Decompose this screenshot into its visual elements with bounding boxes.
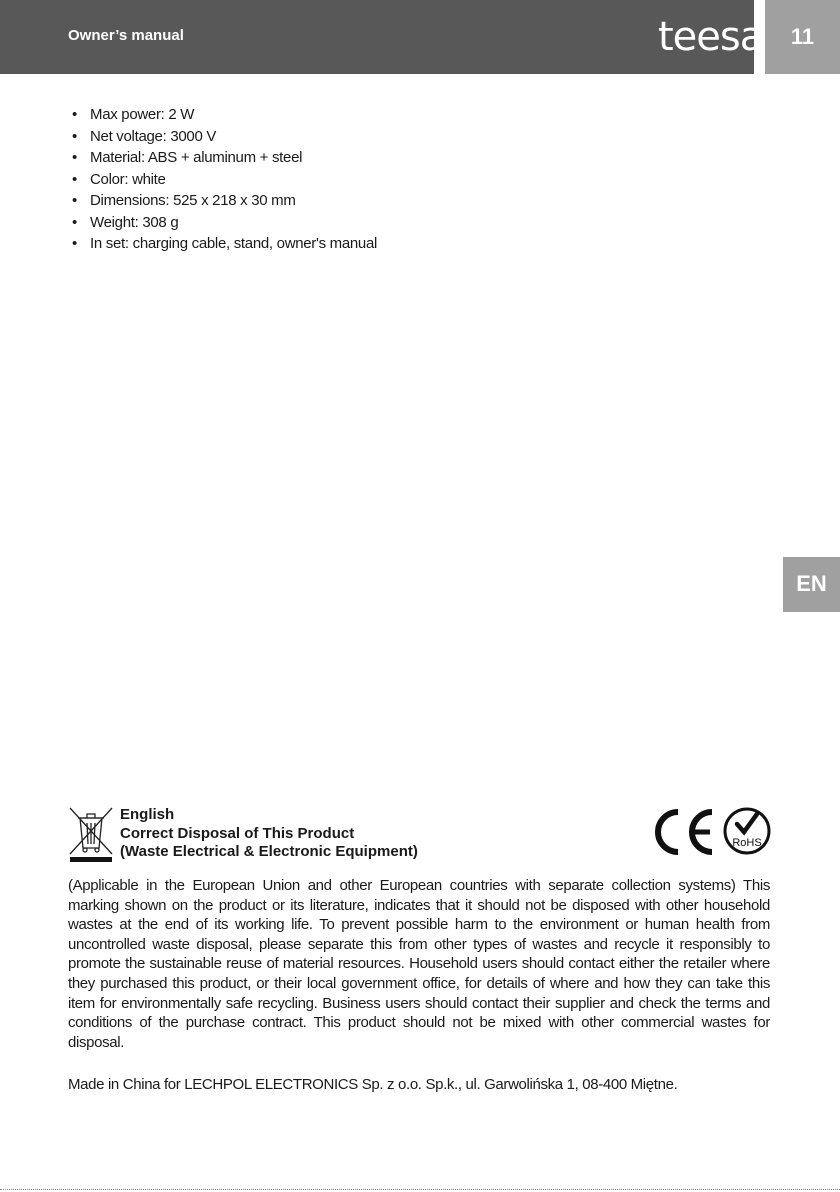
teesa-logo <box>658 14 770 60</box>
language-tab <box>783 557 840 612</box>
spec-text: Color: white <box>90 170 166 188</box>
disposal-language: English <box>120 806 175 823</box>
logo-text: teesa <box>658 14 764 60</box>
spec-text: Material: ABS + aluminum + steel <box>90 149 303 166</box>
bullet: • <box>72 106 77 123</box>
header-bar <box>0 0 764 74</box>
list-item <box>72 169 377 191</box>
disposal-subtitle: (Waste Electrical & Electronic Equipment) <box>120 843 418 860</box>
spec-text: Max power: 2 W <box>90 106 195 123</box>
bullet: • <box>72 235 77 252</box>
ce-mark-icon <box>648 808 718 861</box>
spec-text: In set: charging cable, stand, owner's manual <box>90 235 378 252</box>
bullet: • <box>72 170 77 188</box>
disposal-body: (Applicable in the European Union and other European countries with separate collection systems) This marking shown on the product or its literature, indicates that it should not be disposed with other household wastes at the end of its working life. To prevent possible harm to the environment or human health from uncontrolled waste disposal, please separate this from other types of wastes and recycle it responsibly to promote the sustainable reuse of material resources. Household users should contact either the retailer where they purchased this product, or their local government office, for details of where and how they can take this item for environmentally safe recycling. Business users should contact their supplier and check the terms and conditions of the purchase contract. This product should not be mixed with other commercial wastes for disposal. <box>68 877 770 1051</box>
bullet: • <box>72 127 77 145</box>
made-in-line: Made in China for LECHPOL ELECTRONICS Sp. z o.o. Sp.k., ul. Garwolińska 1, 08-400 Miętne. <box>68 1076 678 1093</box>
list-item <box>72 104 377 126</box>
spec-text: Net voltage: 3000 V <box>90 127 217 145</box>
page-number-box <box>765 0 840 74</box>
crossed-bin-icon <box>68 806 114 869</box>
list-item <box>72 147 377 169</box>
bullet: • <box>72 192 77 209</box>
language-tab-label: EN <box>796 571 827 596</box>
page-edge-rule <box>0 1189 840 1190</box>
header-title: Owner’s manual <box>68 27 184 44</box>
list-item <box>72 212 377 234</box>
list-item <box>72 190 377 212</box>
disposal-title: Correct Disposal of This Product <box>120 824 355 842</box>
list-item <box>72 233 377 255</box>
bullet: • <box>72 149 77 166</box>
spec-text: Dimensions: 525 x 218 x 30 mm <box>90 192 296 209</box>
specs-list <box>72 104 377 255</box>
page-number: 11 <box>790 24 815 49</box>
list-item <box>72 126 377 148</box>
rohs-label: RoHS <box>732 837 762 849</box>
spec-text: Weight: 308 g <box>90 213 179 231</box>
bullet: • <box>72 213 77 231</box>
rohs-badge-icon <box>722 806 772 861</box>
disposal-heading <box>120 806 418 862</box>
